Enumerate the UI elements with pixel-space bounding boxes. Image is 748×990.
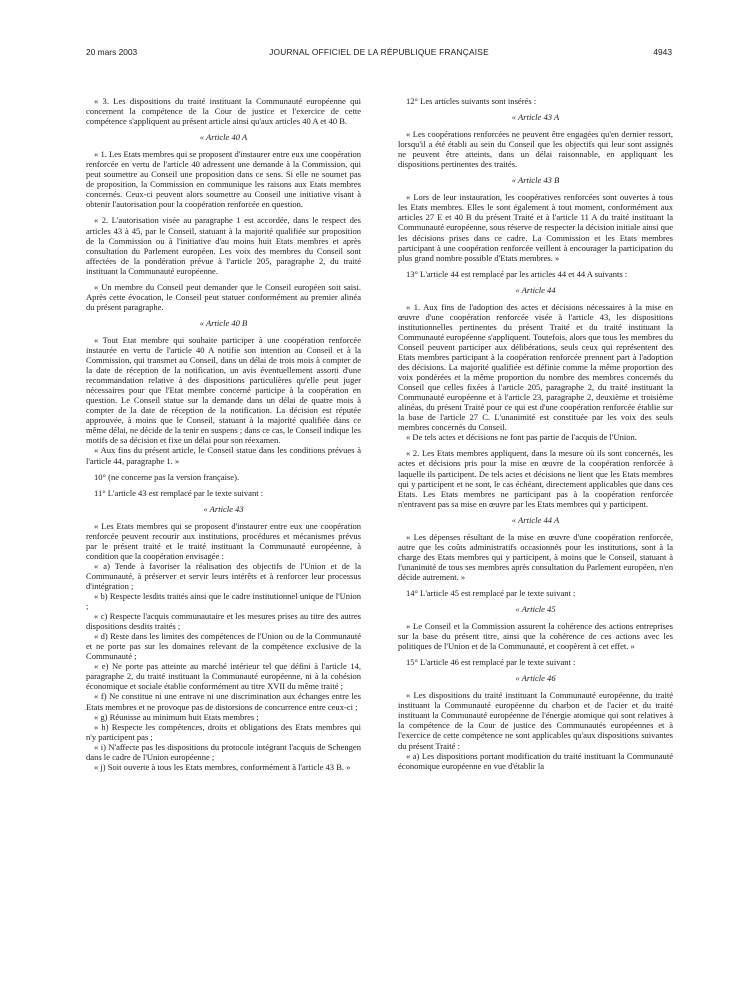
paragraph: « 1. Aux fins de l'adoption des actes et décisions nécessaires à la mise en œuvre d'une coopération renforcée visée à l'article 43, les dispositions institutionnelles pertinentes du présent Traité et du traité instituant la Communauté européenne s'appliquent. Toutefois, alors que tous les membres du Conseil peuvent participer aux délibérations, seuls ceux qui représentent des Etats membres participant à la coopération renforcée prennent part à l'adoption des décisions. La majorité qualifiée est définie comme la même proportion des voix pondérées et la même proportion du nombre des membres concernés du Conseil que celles fixées à l'article 205, paragraphe 2, du traité instituant la Communauté européenne et à l'article 23, paragraphe 2, deuxième et troisième alinéas, du présent Traité pour ce qui est d'une coopération renforcée établie sur la base de l'article 27 C. L'unanimité est constituée par les voix des seuls membres concernés du Conseil.: [398, 301, 673, 433]
paragraph: « Un membre du Conseil peut demander que le Conseil européen soit saisi. Après cette évocation, le Conseil peut statuer conformément au premier alinéa du présent paragraphe.: [86, 281, 361, 312]
paragraph: « Les dépenses résultant de la mise en œuvre d'une coopération renforcée, autre que les coûts administratifs occasionnés pour les institutions, sont à la charge des Etats membres qui y participent, à moins que le Conseil, statuant à l'unanimité de tous ses membres après consultation du Parlement européen, n'en décide autrement. »: [398, 531, 673, 582]
article-heading-44: « Article 44: [515, 284, 556, 295]
header-date: 20 mars 2003: [86, 47, 138, 57]
article-heading-40a: « Article 40 A: [199, 132, 248, 143]
article-heading-45: « Article 45: [515, 604, 556, 615]
paragraph: « 1. Les Etats membres qui se proposent d'instaurer entre eux une coopération renforcée en vertu de l'article 40 adressent une demande à la Commission, qui peut soumettre au Conseil une proposition dans ce sens. Si elle ne soumet pas de proposition, la Commission en communique les raisons aux Etats membres concernés. Ceux-ci peuvent alors soumettre au Conseil une initiative visant à obtenir l'autorisation pour la coopération renforcée en question.: [86, 149, 361, 210]
article-heading-43a: « Article 43 A: [511, 112, 560, 123]
paragraph: « Tout Etat membre qui souhaite participer à une coopération renforcée instaurée en vertu de l'article 40 A notifie son intention au Conseil et à la Commission, qui transmet au Conseil, dans un délai de trois mois à compter de la date de réception de la notification, un avis éventuellement assorti d'une recommandation relative à des dispositions particulières qu'elle peut juger nécessaires pour que l'Etat membre concerné participe à la coopération en question. Le Conseil statue sur la demande dans un délai de quatre mois à compter de la date de réception de la notification. La décision est réputée approuvée, à moins que le Conseil, statuant à la majorité qualifiée dans ce même délai, ne décide de la tenir en suspens ; dans ce cas, le Conseil indique les motifs de sa décision et fixe un délai pour son réexamen.: [86, 334, 361, 446]
paragraph: « De tels actes et décisions ne font pas partie de l'acquis de l'Union.: [406, 432, 637, 443]
list-item-c: « c) Respecte l'acquis communautaire et les mesures prises au titre des autres dispositions desdits traités ;: [86, 611, 361, 632]
paragraph: 15° L'article 46 est remplacé par le texte suivant :: [406, 657, 576, 668]
left-column: [86, 96, 361, 772]
paragraph: « Les Etats membres qui se proposent d'instaurer entre eux une coopération renforcée peuvent recourir aux institutions, procédures et mécanismes prévus par le présent traité et le traité instituant la Communauté européenne, à condition que la coopération envisagée :: [86, 520, 361, 561]
paragraph: 12° Les articles suivants sont insérés :: [406, 96, 537, 106]
list-item-g: « g) Réunisse au minimum huit Etats membres ;: [94, 711, 259, 722]
article-heading-44a: « Article 44 A: [511, 514, 560, 525]
paragraph: « Lors de leur instauration, les coopératives renforcées sont ouvertes à tous les Etats membres. Elles le sont également à tout moment, conformément aux articles 27 E et 40 B du présent Traité et à l'article 11 A du traité instituant la Communauté européenne, sous réserve de respecter la décision initiale ainsi que les décisions prises dans ce cadre. La Commission et les Etats membres participant à une coopération renforcée veillent à encourager la participation du plus grand nombre possible d'Etats membres. »: [398, 192, 673, 263]
paragraph: « 2. L'autorisation visée au paragraphe 1 est accordée, dans le respect des articles 43 à 45, par le Conseil, statuant à la majorité qualifiée sur proposition de la Commission ou à l'initiative d'au moins huit Etats membres et après consultation du Parlement européen. Les voix des membres du Conseil sont affectées de la pondération prévue à l'article 205, paragraphe 2, du traité instituant la Communauté européenne.: [86, 215, 361, 276]
right-column: [398, 96, 673, 771]
list-item-d: « d) Reste dans les limites des compétences de l'Union ou de la Communauté et ne porte pas sur les domaines relevant de la compétence exclusive de la Communauté ;: [86, 631, 361, 662]
paragraph: « Les dispositions du traité instituant la Communauté européenne, du traité instituant la Communauté européenne du charbon et de l'acier et du traité instituant la Communauté européenne de l'énergie atomique qui sont relatives à la compétence de la Cour de justice des Communautés européennes et à l'exercice de cette compétence ne sont applicables qu'aux dispositions suivantes du présent Traité :: [398, 690, 673, 751]
list-item-i: « i) N'affecte pas les dispositions du protocole intégrant l'acquis de Schengen dans le cadre de l'Union européenne ;: [86, 741, 361, 762]
paragraph: « 3. Les dispositions du traité instituant la Communauté européenne qui concernent la compétence de la Cour de justice et l'exercice de cette compétence s'appliquent au présent article ainsi qu'aux articles 40 A et 40 B.: [86, 96, 361, 127]
paragraph: 13° L'article 44 est remplacé par les articles 44 et 44 A suivants :: [406, 268, 628, 279]
list-item-b: « b) Respecte lesdits traités ainsi que le cadre institutionnel unique de l'Union ;: [86, 591, 361, 612]
page-number: 4943: [653, 47, 672, 57]
paragraph: « 2. Les Etats membres appliquent, dans la mesure où ils sont concernés, les actes et décisions pris pour la mise en œuvre de la coopération renforcée à laquelle ils participent. De tels actes et décisions ne lient que les Etats membres qui y participent et ne sont, le cas échéant, directement applicables que dans ces Etats. Les Etats membres ne participant pas à la coopération renforcée n'entravent pas sa mise en œuvre par les Etats membres qui y participent.: [398, 448, 673, 509]
list-item-f: « f) Ne constitue ni une entrave ni une discrimination aux échanges entre les Etats membres et ne provoque pas de distorsions de concurrence entre ceux-ci ;: [86, 691, 361, 712]
list-item-j: « j) Soit ouverte à tous les Etats membres, conformément à l'article 43 B. »: [94, 761, 351, 772]
paragraph: 14° L'article 45 est remplacé par le texte suivant :: [406, 587, 576, 598]
article-heading-43b: « Article 43 B: [511, 175, 560, 186]
paragraph: 10° (ne concerne pas la version française).: [94, 471, 240, 482]
list-item-a: « a) Tende à favoriser la réalisation des objectifs de l'Union et de la Communauté, à préserver et servir leurs intérêts et à renforcer leur processus d'intégration ;: [86, 560, 361, 591]
paragraph: 11° L'article 43 est remplacé par le texte suivant :: [94, 487, 264, 498]
paragraph: « Aux fins du présent article, le Conseil statue dans les conditions prévues à l'article 44, paragraphe 1. »: [86, 445, 361, 466]
list-item-a: « a) Les dispositions portant modification du traité instituant la Communauté économique européenne en vue d'établir la: [398, 750, 673, 771]
list-item-e: « e) Ne porte pas atteinte au marché intérieur tel que défini à l'article 14, paragraphe 2, du traité instituant la Communauté européenne, ni à la cohésion économique et sociale établie conformément au titre XVII du même traité ;: [86, 661, 361, 692]
article-heading-46: « Article 46: [515, 673, 556, 684]
journal-title: JOURNAL OFFICIEL DE LA RÉPUBLIQUE FRANÇAISE: [269, 47, 489, 57]
list-item-h: « h) Respecte les compétences, droits et obligations des Etats membres qui n'y participent pas ;: [86, 721, 361, 742]
paragraph: « Le Conseil et la Commission assurent la cohérence des actions entreprises sur la base du présent titre, ainsi que la cohérence de ces actions avec les politiques de l'Union et de la Communauté, et coopèrent à cet effet. »: [398, 621, 673, 652]
article-heading-40b: « Article 40 B: [199, 317, 248, 328]
paragraph: « Les coopérations renforcées ne peuvent être engagées qu'en dernier ressort, lorsqu'il a été établi au sein du Conseil que les objectifs qui leur sont assignés ne peuvent être atteints, dans un délai raisonnable, en appliquant les dispositions pertinentes des traités.: [398, 129, 673, 170]
page-header: [86, 47, 672, 63]
article-heading-43: « Article 43: [203, 503, 244, 514]
